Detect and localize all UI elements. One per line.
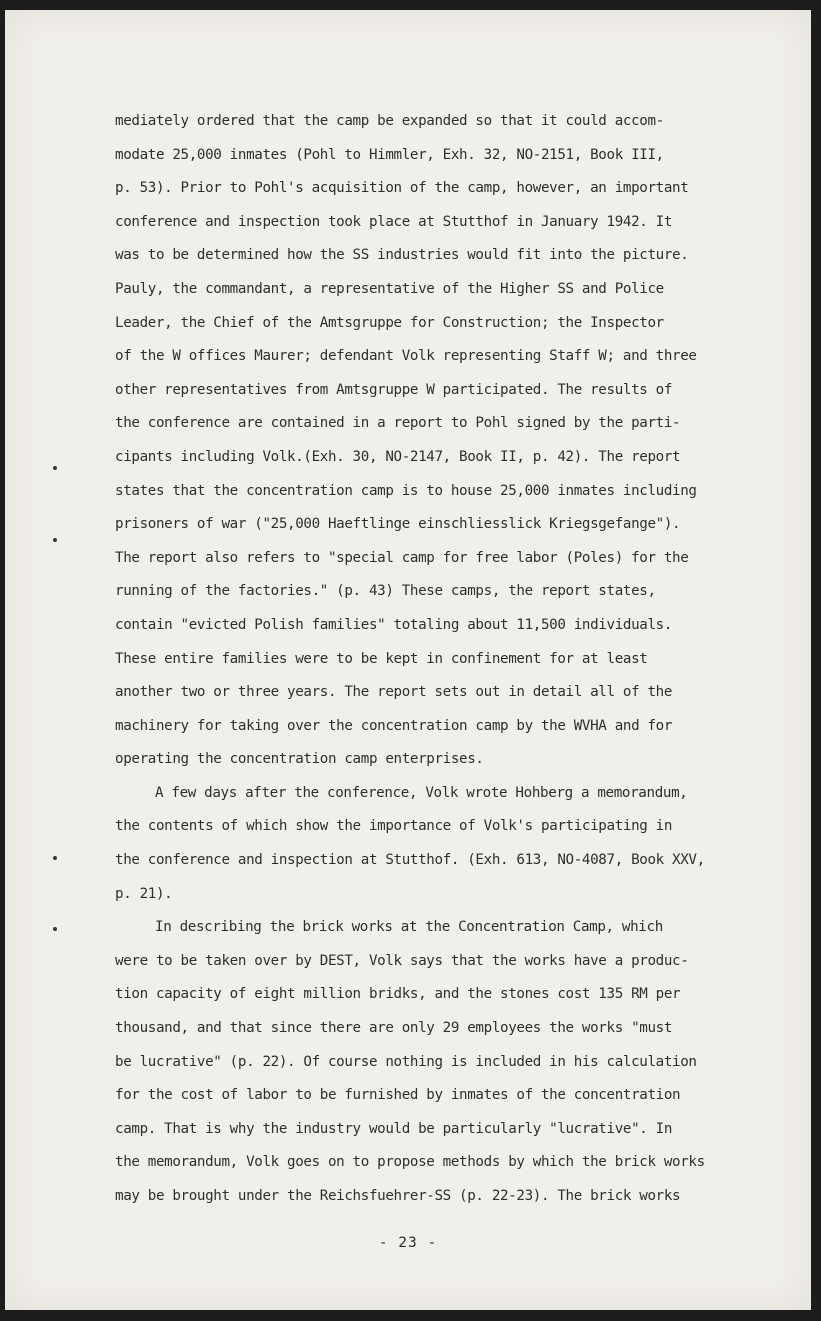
text-line: another two or three years. The report sets out in detail all of the <box>115 684 673 701</box>
page-number: - 23 - <box>378 1235 438 1251</box>
text-line: Leader, the Chief of the Amtsgruppe for Construction; the Inspector <box>115 314 664 331</box>
text-line: A few days after the conference, Volk wrote Hohberg a memorandum, <box>155 784 688 801</box>
text-line: conference and inspection took place at Stutthof in January 1942. It <box>115 213 673 230</box>
text-line: were to be taken over by DEST, Volk says that the works have a produc- <box>115 952 689 969</box>
text-line: prisoners of war ("25,000 Haeftlinge einschliesslick Kriegsgefange"). <box>115 516 681 533</box>
text-line: contain "evicted Polish families" totaling about 11,500 individuals. <box>115 616 673 633</box>
text-line: was to be determined how the SS industries would fit into the picture. <box>115 247 689 264</box>
text-line: p. 21). <box>115 885 173 902</box>
text-line: other representatives from Amtsgruppe W participated. The results of <box>115 381 673 398</box>
body-text <box>115 105 735 1214</box>
text-line: The report also refers to "special camp for free labor (Poles) for the <box>115 549 689 566</box>
text-line: tion capacity of eight million bridks, and the stones cost 135 RM per <box>115 986 681 1003</box>
text-line: running of the factories." (p. 43) These camps, the report states, <box>115 583 656 600</box>
text-line: These entire families were to be kept in confinement for at least <box>115 650 648 667</box>
text-line: thousand, and that since there are only 29 employees the works "must <box>115 1020 673 1037</box>
text-line: operating the concentration camp enterprises. <box>115 751 484 768</box>
text-line: Pauly, the commandant, a representative of the Higher SS and Police <box>115 280 664 297</box>
text-line: states that the concentration camp is to house 25,000 inmates including <box>115 482 697 499</box>
document-page <box>5 10 811 1310</box>
margin-dot <box>53 538 57 542</box>
text-line: modate 25,000 inmates (Pohl to Himmler, Exh. 32, NO-2151, Book III, <box>115 146 664 163</box>
text-line: may be brought under the Reichsfuehrer-SS (p. 22-23). The brick works <box>115 1188 681 1204</box>
text-line: p. 53). Prior to Pohl's acquisition of the camp, however, an important <box>115 180 689 197</box>
text-line: the conference and inspection at Stutthof. (Exh. 613, NO-4087, Book XXV, <box>115 852 705 869</box>
text-line: be lucrative" (p. 22). Of course nothing is included in his calculation <box>115 1053 697 1070</box>
text-line: machinery for taking over the concentration camp by the WVHA and for <box>115 717 673 734</box>
margin-dot <box>53 466 57 470</box>
text-line: camp. That is why the industry would be particularly "lucrative". In <box>115 1120 673 1137</box>
text-line: In describing the brick works at the Concentration Camp, which <box>155 919 663 936</box>
margin-dot <box>53 927 57 931</box>
margin-dot <box>53 856 57 860</box>
text-line: the contents of which show the importance of Volk's participating in <box>115 818 673 835</box>
text-line: of the W offices Maurer; defendant Volk representing Staff W; and three <box>115 348 697 365</box>
text-line: for the cost of labor to be furnished by inmates of the concentration <box>115 1087 681 1104</box>
text-line: the memorandum, Volk goes on to propose methods by which the brick works <box>115 1154 705 1171</box>
text-line: mediately ordered that the camp be expanded so that it could accom- <box>115 113 664 129</box>
text-line: the conference are contained in a report to Pohl signed by the parti- <box>115 415 681 432</box>
text-line: cipants including Volk.(Exh. 30, NO-2147, Book II, p. 42). The report <box>115 448 681 465</box>
